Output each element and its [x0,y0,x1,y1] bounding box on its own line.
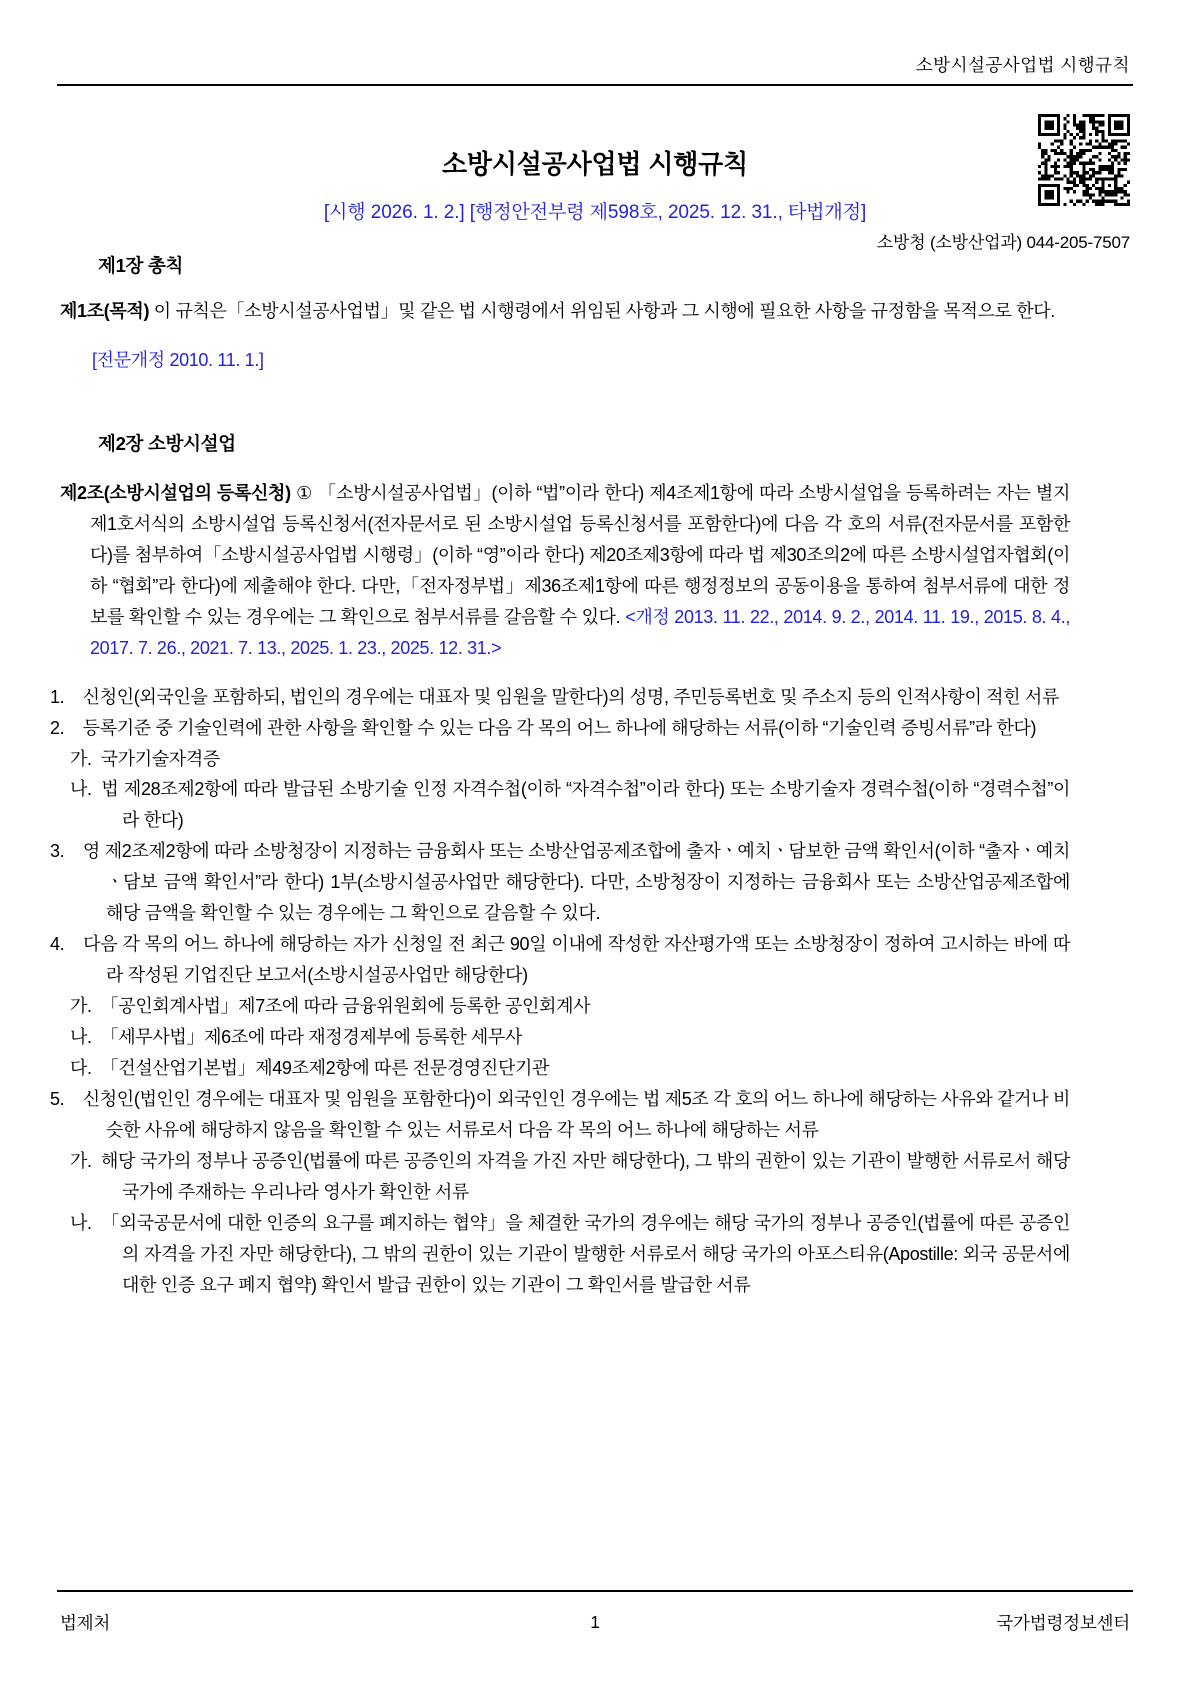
sub-list-item: 나. 법 제28조제2항에 따라 발급된 소방기술 인정 자격수첩(이하 “자격수첩”이라 한다) 또는 소방기술자 경력수첩(이하 “경력수첩”이라 한다) [70,779,1070,831]
chapter-heading-2: 제2장 소방시설업 [98,432,236,454]
sub-list-item: 나. 「세무사법」제6조에 따라 재정경제부에 등록한 세무사 [70,1027,523,1048]
list-item: 5. 신청인(법인인 경우에는 대표자 및 임원을 포함한다)이 외국인인 경우에는 법 제5조 각 호의 어느 하나에 해당하는 사유와 같거나 비슷한 사유에 해당하지 않음을 확인할 수 있는 서류로서 다음 각 목의 어느 하나에 해당하는 서류 [50,1089,1070,1140]
footer-divider [57,1590,1133,1592]
article-1 [60,296,1070,327]
chapter-heading-1: 제1장 총칙 [98,255,184,276]
sub-item-list [60,1146,1070,1301]
sub-item-list [60,744,1070,837]
list-item-text: 신청인(외국인을 포함하되, 법인의 경우에는 대표자 및 임원을 말한다)의 성명, 주민등록번호 및 주소지 등의 인적사항이 적힌 서류 [78,686,1059,707]
list-item: 3. 영 제2조제2항에 따라 소방청장이 지정하는 금융회사 또는 소방산업공제조합에 출자ㆍ예치ㆍ담보한 금액 확인서(이하 “출자ㆍ예치ㆍ담보 금액 확인서”라 한다) 1부(소방시설공사업만 해당한다). 다만, 소방청장이 지정하는 금융회사 또는 소방산업공제조합에 해당 금액을 확인할 수 있는 경우에는 그 확인으로 갈음할 수 있다. [50,841,1070,924]
document-body [50,252,1071,1301]
article-2-item-list [50,682,1070,1301]
footer-source: 국가법령정보센터 [996,1612,1130,1633]
sub-list-item-text: 법 제28조제2항에 따라 발급된 소방기술 인정 자격수첩(이하 “자격수첩”이라 한다) 또는 소방기술자 경력수첩(이하 “경력수첩”이라 한다) [96,779,1070,831]
sub-list-item: 가. 「공인회계사법」제7조에 따라 금융위원회에 등록한 공인회계사 [70,996,591,1017]
sub-list-item: 나. 「외국공문서에 대한 인증의 요구를 폐지하는 협약」을 체결한 국가의 경우에는 해당 국가의 정부나 공증인(법률에 따른 공증인의 자격을 가진 자만 해당한다), 그 밖의 권한이 있는 기관이 발행한 서류로서 해당 국가의 아포스티유(Apostille: 외국 공문서에 대한 인증 요구 폐지 협약) 확인서 발급 권한이 있는 기관이 그 확인서를 발급한 서류 [70,1212,1070,1295]
sub-list-item-text: 「공인회계사법」제7조에 따라 금융위원회에 등록한 공인회계사 [96,996,591,1017]
sub-item-list [60,991,1070,1084]
list-item-text: 신청인(법인인 경우에는 대표자 및 임원을 포함한다)이 외국인인 경우에는 법 제5조 각 호의 어느 하나에 해당하는 사유와 같거나 비슷한 사유에 해당하지 않음을 확인할 수 있는 서류로서 다음 각 목의 어느 하나에 해당하는 서류 [78,1089,1070,1140]
sub-list-item-text: 「세무사법」제6조에 따라 재정경제부에 등록한 세무사 [96,1027,523,1048]
sub-list-item: 가. 해당 국가의 정부나 공증인(법률에 따른 공증인의 자격을 가진 자만 해당한다), 그 밖의 권한이 있는 기관이 발행한 서류로서 해당 국가에 주재하는 우리나라 영사가 확인한 서류 [70,1150,1070,1202]
list-item-text: 영 제2조제2항에 따라 소방청장이 지정하는 금융회사 또는 소방산업공제조합에 출자ㆍ예치ㆍ담보한 금액 확인서(이하 “출자ㆍ예치ㆍ담보 금액 확인서”라 한다) 1부(소방시설공사업만 해당한다). 다만, 소방청장이 지정하는 금융회사 또는 소방산업공제조합에 해당 금액을 확인할 수 있는 경우에는 그 확인으로 갈음할 수 있다. [78,841,1070,924]
article-2-amendment: <개정 2013. 11. 22., 2014. 9. 2., 2014. 11. 19., 2015. 8. 4., 2017. 7. 26., 2021. 7. 13., 2025. 1. 23., 2025. 12. 31.> [90,606,1071,658]
list-item: 1. 신청인(외국인을 포함하되, 법인의 경우에는 대표자 및 임원을 말한다)의 성명, 주민등록번호 및 주소지 등의 인적사항이 적힌 서류 [50,686,1059,707]
sub-list-item-text: 「외국공문서에 대한 인증의 요구를 폐지하는 협약」을 체결한 국가의 경우에는 해당 국가의 정부나 공증인(법률에 따른 공증인의 자격을 가진 자만 해당한다), 그 밖의 권한이 있는 기관이 발행한 서류로서 해당 국가의 아포스티유(Apostille: 외국 공문서에 대한 인증 요구 폐지 협약) 확인서 발급 권한이 있는 기관이 그 확인서를 발급한 서류 [96,1212,1070,1295]
page-footer [60,1608,1130,1636]
footer-page-number: 1 [590,1611,600,1632]
sub-list-item-text: 「건설산업기본법」제49조제2항에 따른 전문경영진단기관 [96,1058,550,1079]
list-item: 4. 다음 각 목의 어느 하나에 해당하는 자가 신청일 전 최근 90일 이내에 작성한 자산평가액 또는 소방청장이 정하여 고시하는 바에 따라 작성된 기업진단 보고서(소방시설공사업만 해당한다) [50,934,1070,986]
sub-list-item: 가. 국가기술자격증 [70,748,220,769]
article-1-label: 제1조(목적) [60,301,150,321]
article-1-amendment: [전문개정 2010. 11. 1.] [92,349,264,370]
page-title: 소방시설공사업법 시행규칙 [441,149,749,179]
running-header: 소방시설공사업법 시행규칙 [915,55,1130,75]
sub-list-item-text: 해당 국가의 정부나 공증인(법률에 따른 공증인의 자격을 가진 자만 해당한다), 그 밖의 권한이 있는 기관이 발행한 서류로서 해당 국가에 주재하는 우리나라 영사가 확인한 서류 [96,1150,1070,1202]
enforcement-info: [시행 2026. 1. 2.] [행정안전부령 제598호, 2025. 12. 31., 타법개정] [323,202,867,223]
sub-list-item-text: 국가기술자격증 [96,748,220,769]
header-divider [57,84,1133,86]
list-item-text: 다음 각 목의 어느 하나에 해당하는 자가 신청일 전 최근 90일 이내에 작성한 자산평가액 또는 소방청장이 정하여 고시하는 바에 따라 작성된 기업진단 보고서(소방시설공사업만 해당한다) [78,934,1070,986]
article-2-label: 제2조(소방시설업의 등록신청) [60,482,291,503]
sub-list-item: 다. 「건설산업기본법」제49조제2항에 따른 전문경영진단기관 [70,1058,550,1079]
contact-info: 소방청 (소방산업과) 044-205-7507 [876,233,1130,252]
list-item: 2. 등록기준 중 기술인력에 관한 사항을 확인할 수 있는 다음 각 목의 어느 하나에 해당하는 서류(이하 “기술인력 증빙서류”라 한다) [50,717,1037,738]
footer-agency: 법제처 [60,1612,111,1633]
list-item-text: 등록기준 중 기술인력에 관한 사항을 확인할 수 있는 다음 각 목의 어느 하나에 해당하는 서류(이하 “기술인력 증빙서류”라 한다) [78,717,1037,738]
article-2-paragraph-1: ① 「소방시설공사업법」(이하 “법”이라 한다) 제4조제1항에 따라 소방시설업을 등록하려는 자는 별지 제1호서식의 소방시설업 등록신청서(전자문서로 된 소방시설업 등록신청서를 포함한다)에 다음 각 호의 서류(전자문서를 포함한다)를 첨부하여「소방시설공사업법 시행령」(이하 “영”이라 한다) 제20조제3항에 따라 법 제30조의2에 따른 소방시설업자협회(이하 “협회”라 한다)에 제출해야 한다. 다만,「전자정부법」제36조제1항에 따른 행정정보의 공동이용을 통하여 첨부서류에 대한 정보를 확인할 수 있는 경우에는 그 확인으로 첨부서류를 갈음할 수 있다. [90,482,1071,627]
article-1-body: 이 규칙은「소방시설공사업법」및 같은 법 시행령에서 위임된 사항과 그 시행에 필요한 사항을 규정함을 목적으로 한다. [153,301,1055,321]
article-2 [60,478,1070,664]
